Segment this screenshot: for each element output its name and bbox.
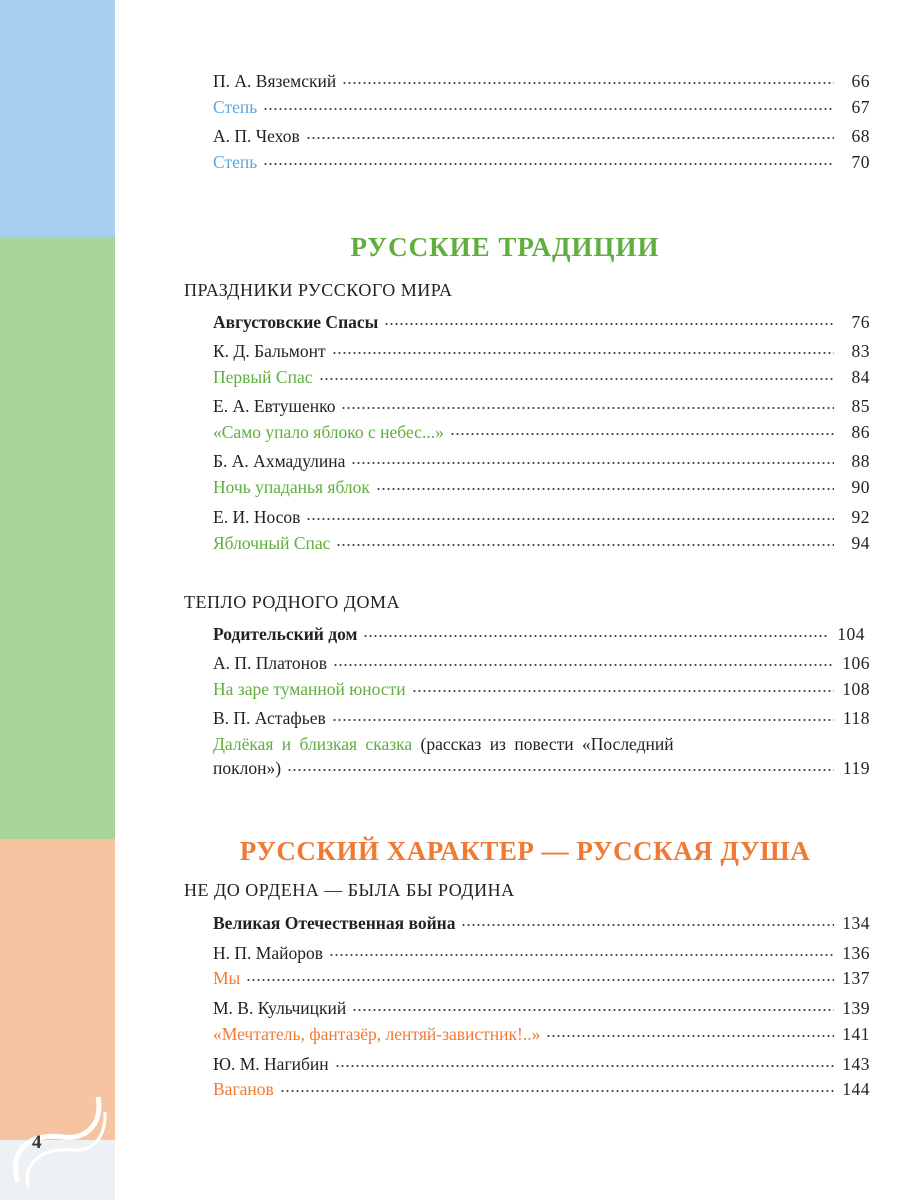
entry-title: Августовские Спасы xyxy=(213,312,379,332)
entry-title: Ночь упаданья яблок xyxy=(213,477,370,497)
entry-title: Ю. М. Нагибин xyxy=(213,1054,329,1074)
entry-title: Н. П. Майоров xyxy=(213,943,323,963)
entry-page: 66 xyxy=(851,71,870,91)
entry-title: Степь xyxy=(213,97,258,117)
entry-title-colored: Далёкая и близкая сказка xyxy=(213,734,413,754)
entry-title: Е. И. Носов xyxy=(213,507,301,527)
entry-title: Первый Спас xyxy=(213,367,313,387)
dot-leader xyxy=(333,663,834,667)
subsection-title: ТЕПЛО РОДНОГО ДОМА xyxy=(184,592,401,612)
entry-page: 76 xyxy=(851,312,870,332)
entry-page: 68 xyxy=(851,126,870,146)
page-number: 4 xyxy=(32,1132,42,1153)
dot-leader xyxy=(341,406,834,410)
subsection-title: НЕ ДО ОРДЕНА — БЫЛА БЫ РОДИНА xyxy=(184,880,515,900)
toc-entry[interactable] xyxy=(213,339,870,363)
entry-page: 67 xyxy=(851,97,870,117)
toc-entry[interactable] xyxy=(213,365,870,389)
toc-entry[interactable] xyxy=(213,95,870,119)
dot-leader xyxy=(287,768,834,772)
toc-entry[interactable] xyxy=(213,124,870,148)
dot-leader xyxy=(351,461,834,465)
toc-entry[interactable] xyxy=(213,420,870,444)
dot-leader xyxy=(280,1089,834,1093)
entry-title: Степь xyxy=(213,152,258,172)
dot-leader xyxy=(352,1008,834,1012)
entry-title: На заре туманной юности xyxy=(213,679,406,699)
entry-title: М. В. Кульчицкий xyxy=(213,998,347,1018)
entry-title: Мы xyxy=(213,968,241,988)
section-title-traditions: РУССКИЕ ТРАДИЦИИ xyxy=(350,232,660,262)
entry-page: 84 xyxy=(851,367,870,387)
dot-leader xyxy=(336,543,834,547)
toc-entry[interactable] xyxy=(213,449,870,473)
entry-title: Великая Отечественная война xyxy=(213,913,456,933)
entry-title: В. П. Астафьев xyxy=(213,708,326,728)
entry-page: 70 xyxy=(851,152,870,172)
toc-entry[interactable] xyxy=(213,475,870,499)
entry-page: 143 xyxy=(842,1054,870,1074)
entry-page: 92 xyxy=(851,507,870,527)
dot-leader xyxy=(363,634,829,638)
section-title-character: РУССКИЙ ХАРАКТЕР — РУССКАЯ ДУША xyxy=(239,836,811,866)
dot-leader xyxy=(412,689,834,693)
entry-title: К. Д. Бальмонт xyxy=(213,341,326,361)
toc-entry[interactable] xyxy=(213,706,870,730)
dot-leader xyxy=(306,517,834,521)
entry-title: А. П. Платонов xyxy=(213,653,328,673)
entry-page: 134 xyxy=(842,913,870,933)
entry-page: 88 xyxy=(851,451,870,471)
dot-leader xyxy=(450,432,834,436)
entry-page: 136 xyxy=(842,943,870,963)
toc-entry[interactable] xyxy=(213,310,870,334)
entry-page: 85 xyxy=(851,396,870,416)
toc-entry-multiline[interactable] xyxy=(213,732,870,780)
entry-page: 83 xyxy=(851,341,870,361)
toc-entry[interactable] xyxy=(213,150,870,174)
entry-title-rest: (рассказ из повести «Последний xyxy=(412,734,674,754)
entry-page: 94 xyxy=(851,533,870,553)
entry-title: Е. А. Евтушенко xyxy=(213,396,336,416)
toc-entry[interactable] xyxy=(213,677,870,701)
dot-leader xyxy=(376,487,834,491)
toc-entry[interactable] xyxy=(213,651,870,675)
entry-page: 144 xyxy=(842,1079,870,1099)
toc-entry[interactable] xyxy=(213,69,870,93)
toc-entry[interactable] xyxy=(213,505,870,529)
dot-leader xyxy=(461,923,834,927)
entry-page: 119 xyxy=(842,758,870,778)
entry-page: 141 xyxy=(842,1024,870,1044)
entry-page: 137 xyxy=(842,968,870,988)
entry-title: Ваганов xyxy=(213,1079,274,1099)
entry-title: «Мечтатель, фантазёр, лентяй-завистник!..» xyxy=(213,1024,541,1044)
entry-title: Яблочный Спас xyxy=(213,533,331,553)
dot-leader xyxy=(332,718,834,722)
toc-entry[interactable] xyxy=(213,1077,870,1101)
dot-leader xyxy=(246,978,834,982)
toc-entry[interactable] xyxy=(213,394,870,418)
toc-entry[interactable] xyxy=(213,1052,870,1076)
toc-entry[interactable] xyxy=(213,911,870,935)
dot-leader xyxy=(306,136,834,140)
toc-entry[interactable] xyxy=(213,622,865,646)
entry-page: 139 xyxy=(842,998,870,1018)
toc-entry[interactable] xyxy=(213,996,870,1020)
entry-title: Родительский дом xyxy=(213,624,358,644)
dot-leader xyxy=(263,107,834,111)
dot-leader xyxy=(342,81,834,85)
entry-title: Б. А. Ахмадулина xyxy=(213,451,346,471)
entry-title-line2: поклон») xyxy=(213,758,282,778)
dot-leader xyxy=(332,351,834,355)
entry-page: 86 xyxy=(851,422,870,442)
toc-entry[interactable] xyxy=(213,1022,870,1046)
dot-leader xyxy=(263,162,834,166)
entry-page: 118 xyxy=(842,708,870,728)
entry-page: 108 xyxy=(842,679,870,699)
dot-leader xyxy=(546,1034,834,1038)
entry-title: П. А. Вяземский xyxy=(213,71,337,91)
toc-entry[interactable] xyxy=(213,966,870,990)
entry-page: 106 xyxy=(842,653,870,673)
entry-title: «Само упало яблоко с небес...» xyxy=(213,422,444,442)
entry-title: А. П. Чехов xyxy=(213,126,300,146)
dot-leader xyxy=(329,953,834,957)
dot-leader xyxy=(335,1064,834,1068)
entry-page: 90 xyxy=(851,477,870,497)
dot-leader xyxy=(384,322,834,326)
entry-page: 104 xyxy=(837,624,865,644)
toc-entry[interactable] xyxy=(213,531,870,555)
dot-leader xyxy=(319,377,835,381)
toc-entry[interactable] xyxy=(213,941,870,965)
subsection-title: ПРАЗДНИКИ РУССКОГО МИРА xyxy=(184,280,453,300)
